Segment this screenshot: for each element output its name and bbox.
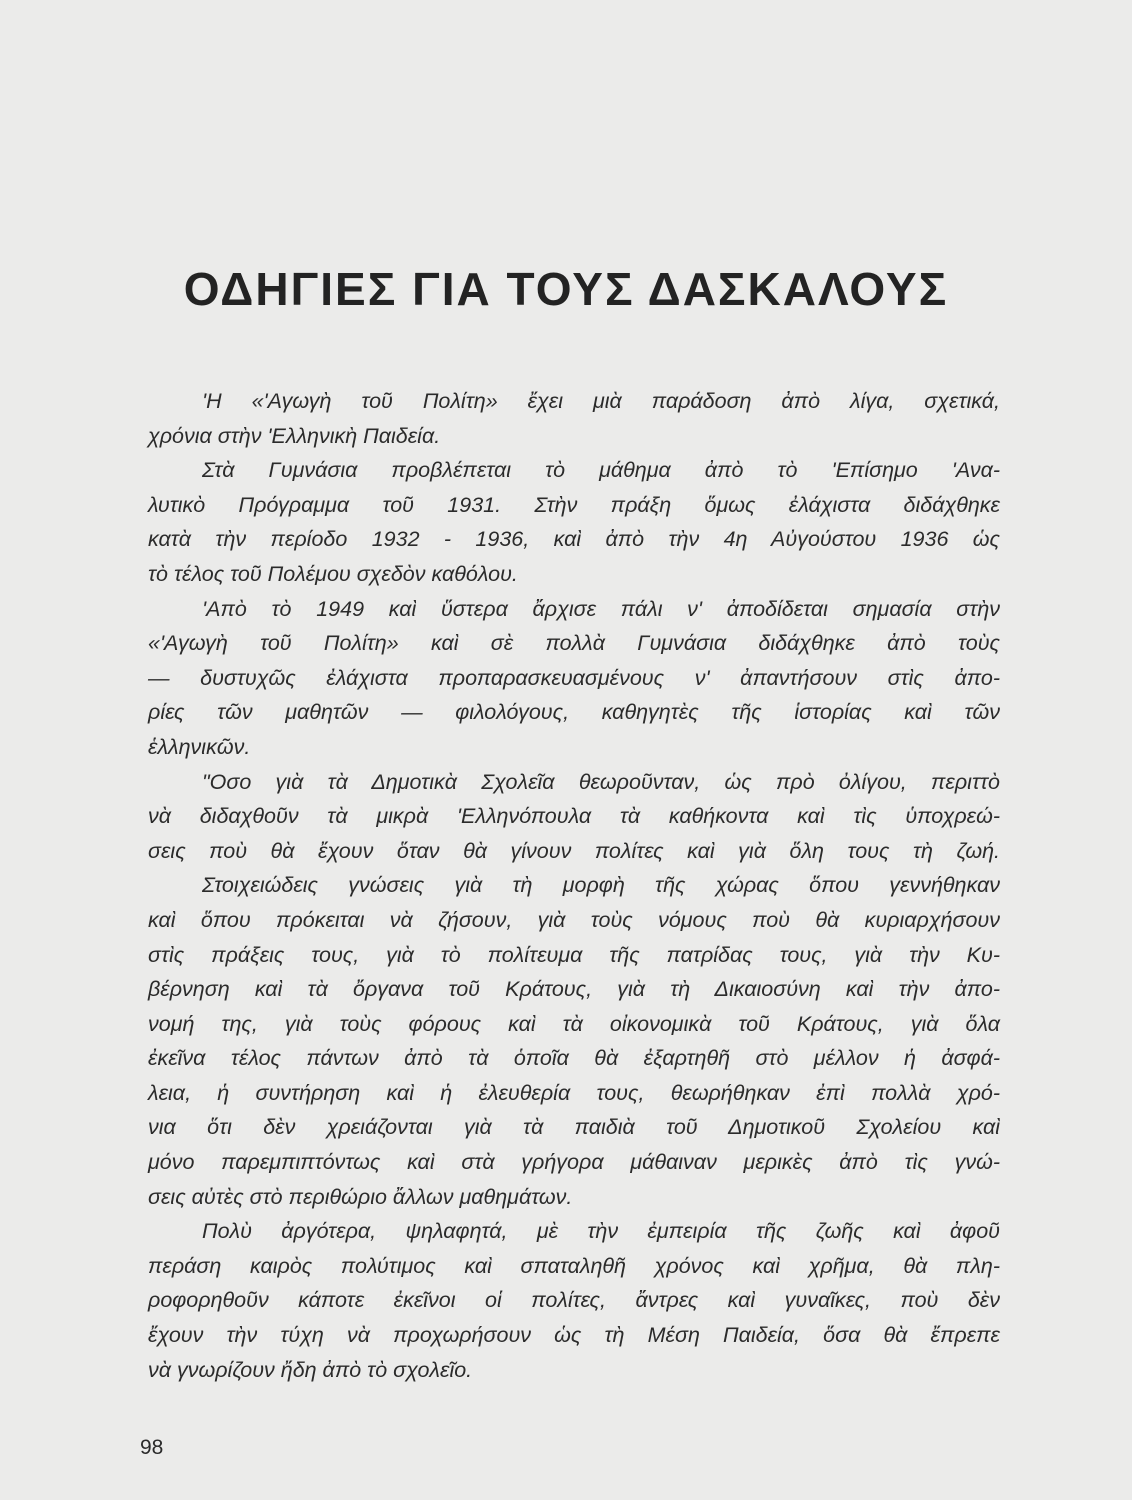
text-line: μόνο παρεμπιπτόντως καὶ στὰ γρήγορα μάθαιναν μερικὲς ἀπὸ τὶς γνώ-: [148, 1150, 1000, 1175]
page-number: 98: [140, 1436, 164, 1459]
text-line: 'Απὸ τὸ 1949 καὶ ὕστερα ἄρχισε πάλι ν' ἀποδίδεται σημασία στὴν: [202, 596, 1000, 621]
text-line: Πολὺ ἀργότερα, ψηλαφητά, μὲ τὴν ἐμπειρία τῆς ζωῆς καὶ ἀφοῦ: [202, 1219, 1000, 1244]
text-line: καὶ ὅπου πρόκειται νὰ ζήσουν, γιὰ τοὺς νόμους ποὺ θὰ κυριαρχήσουν: [148, 907, 1000, 932]
text-line: «'Αγωγὴ τοῦ Πολίτη» καὶ σὲ πολλὰ Γυμνάσια διδάχθηκε ἀπὸ τοὺς: [148, 631, 1000, 656]
text-line: κατὰ τὴν περίοδο 1932 - 1936, καὶ ἀπὸ τὴν 4η Αὐγούστου 1936 ὡς: [148, 527, 1000, 552]
text-line: τὸ τέλος τοῦ Πολέμου σχεδὸν καθόλου.: [148, 561, 518, 586]
text-line: Στὰ Γυμνάσια προβλέπεται τὸ μάθημα ἀπὸ τὸ 'Επίσημο 'Ανα-: [202, 458, 1000, 483]
text-line: "Οσο γιὰ τὰ Δημοτικὰ Σχολεῖα θεωροῦνταν, ὡς πρὸ ὀλίγου, περιττὸ: [202, 769, 1000, 794]
text-line: 'Η «'Αγωγὴ τοῦ Πολίτη» ἔχει μιὰ παράδοση ἀπὸ λίγα, σχετικά,: [202, 389, 1000, 413]
text-line: χρόνια στὴν 'Ελληνικὴ Παιδεία.: [148, 423, 441, 448]
text-line: — δυστυχῶς ἐλάχιστα προπαρασκευασμένους ν' ἀπαντήσουν στὶς ἀπο-: [148, 665, 1000, 690]
text-line: νὰ διδαχθοῦν τὰ μικρὰ 'Ελληνόπουλα τὰ καθήκοντα καὶ τὶς ὑποχρεώ-: [148, 804, 1000, 829]
page-title: ΟΔΗΓΙΕΣ ΓΙΑ ΤΟΥΣ ΔΑΣΚΑΛΟΥΣ: [183, 263, 949, 315]
text-line: ροφορηθοῦν κάποτε ἐκεῖνοι οἱ πολίτες, ἄντρες καὶ γυναῖκες, ποὺ δὲν: [148, 1288, 1000, 1313]
text-line: ἔχουν τὴν τύχη νὰ προχωρήσουν ὡς τὴ Μέση Παιδεία, ὅσα θὰ ἔπρεπε: [148, 1323, 1000, 1348]
text-line: λεια, ἡ συντήρηση καὶ ἡ ἐλευθερία τους, θεωρήθηκαν ἐπὶ πολλὰ χρό-: [148, 1080, 1000, 1105]
text-line: νομή της, γιὰ τοὺς φόρους καὶ τὰ οἰκονομικὰ τοῦ Κράτους, γιὰ ὅλα: [148, 1011, 1000, 1036]
text-line: σεις ποὺ θὰ ἔχουν ὅταν θὰ γίνουν πολίτες καὶ γιὰ ὅλη τους τὴ ζωή.: [148, 838, 1000, 863]
text-line: σεις αὐτὲς στὸ περιθώριο ἄλλων μαθημάτων.: [148, 1184, 573, 1209]
text-line: περάση καιρὸς πολύτιμος καὶ σπαταληθῆ χρόνος καὶ χρῆμα, θὰ πλη-: [148, 1253, 1000, 1278]
text-line: νια ὅτι δὲν χρειάζονται γιὰ τὰ παιδιὰ τοῦ Δημοτικοῦ Σχολείου καὶ: [148, 1115, 1000, 1140]
body-text: [148, 384, 1000, 1387]
text-line: ρίες τῶν μαθητῶν — φιλολόγους, καθηγητὲς τῆς ἱστορίας καὶ τῶν: [148, 700, 1000, 725]
text-line: λυτικὸ Πρόγραμμα τοῦ 1931. Στὴν πράξη ὅμως ἐλάχιστα διδάχθηκε: [148, 492, 1000, 517]
text-line: Στοιχειώδεις γνώσεις γιὰ τὴ μορφὴ τῆς χώρας ὅπου γεννήθηκαν: [202, 873, 1000, 898]
text-line: βέρνηση καὶ τὰ ὄργανα τοῦ Κράτους, γιὰ τὴ Δικαιοσύνη καὶ τὴν ἀπο-: [148, 977, 1000, 1002]
text-line: ἑλληνικῶν.: [148, 734, 251, 759]
text-line: νὰ γνωρίζουν ἤδη ἀπὸ τὸ σχολεῖο.: [148, 1357, 473, 1382]
text-line: ἐκεῖνα τέλος πάντων ἀπὸ τὰ ὁποῖα θὰ ἐξαρτηθῆ στὸ μέλλον ἡ ἀσφά-: [148, 1046, 1000, 1071]
text-line: στὶς πράξεις τους, γιὰ τὸ πολίτευμα τῆς πατρίδας τους, γιὰ τὴν Κυ-: [148, 942, 1000, 967]
